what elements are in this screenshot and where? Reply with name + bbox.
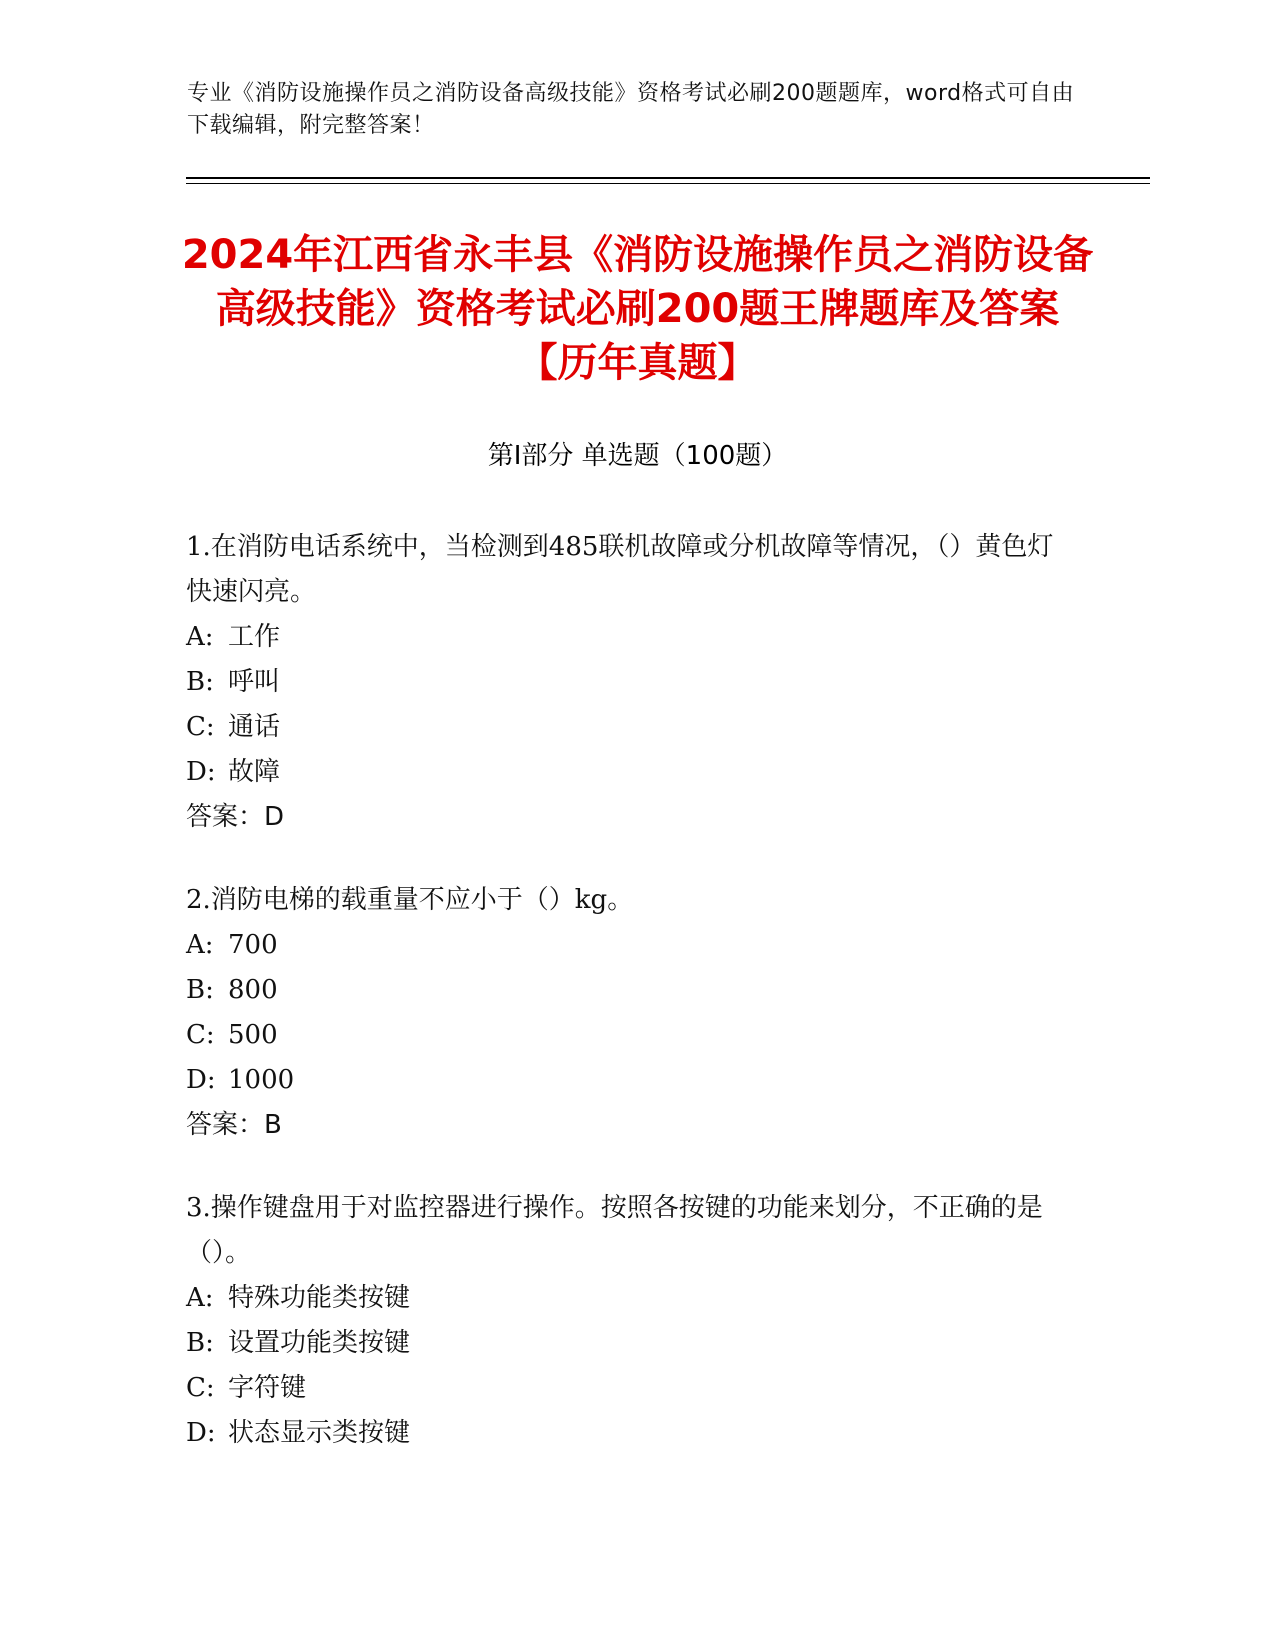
- option-b: [186, 660, 1066, 705]
- option-letter: A:: [186, 930, 214, 960]
- answer-line: 答案：B: [186, 1110, 282, 1140]
- option-text: 通话: [228, 712, 281, 742]
- option-c: [186, 1366, 1066, 1411]
- option-letter: C:: [186, 1373, 215, 1403]
- option-letter: D:: [186, 1065, 216, 1095]
- document-title: 2024年江西省永丰县《消防设施操作员之消防设备高级技能》资格考试必刷200题王牌题库及答案【历年真题】: [181, 232, 1094, 386]
- option-a: [186, 615, 1066, 660]
- option-d: [186, 1058, 1066, 1103]
- question-3: [186, 1186, 1066, 1456]
- option-b: [186, 968, 1066, 1013]
- option-c: [186, 1013, 1066, 1058]
- option-letter: B:: [186, 975, 214, 1005]
- answer-line: 答案：D: [186, 802, 285, 832]
- option-letter: B:: [186, 667, 214, 697]
- option-letter: C:: [186, 712, 215, 742]
- option-letter: A:: [186, 622, 214, 652]
- option-letter: D:: [186, 1418, 216, 1448]
- header-divider-thick: [186, 177, 1150, 179]
- option-text: 状态显示类按键: [228, 1418, 411, 1448]
- option-text: 700: [228, 930, 278, 960]
- option-text: 设置功能类按键: [228, 1328, 411, 1358]
- option-b: [186, 1321, 1066, 1366]
- option-d: [186, 750, 1066, 795]
- question-2: [186, 878, 1066, 1148]
- option-letter: B:: [186, 1328, 214, 1358]
- question-1: [186, 525, 1066, 840]
- option-text: 特殊功能类按键: [228, 1283, 411, 1313]
- option-text: 1000: [228, 1065, 295, 1095]
- option-text: 500: [228, 1020, 278, 1050]
- section-title: 第I部分 单选题（100题）: [487, 441, 788, 471]
- option-letter: D:: [186, 757, 216, 787]
- header-divider-thin: [186, 183, 1150, 184]
- option-letter: A:: [186, 1283, 214, 1313]
- option-text: 字符键: [228, 1373, 307, 1403]
- question-list: [186, 525, 1066, 1494]
- option-a: [186, 1276, 1066, 1321]
- option-letter: C:: [186, 1020, 215, 1050]
- option-c: [186, 705, 1066, 750]
- header-note: 专业《消防设施操作员之消防设备高级技能》资格考试必刷200题题库，word格式可自由下载编辑，附完整答案！: [187, 81, 1075, 138]
- option-text: 800: [228, 975, 278, 1005]
- question-stem: 3.操作键盘用于对监控器进行操作。按照各按键的功能来划分，不正确的是（）。: [186, 1193, 1043, 1268]
- option-text: 工作: [228, 622, 281, 652]
- question-stem: 2.消防电梯的载重量不应小于（）kg。: [186, 885, 634, 915]
- option-d: [186, 1411, 1066, 1456]
- option-text: 故障: [228, 757, 281, 787]
- question-stem: 1.在消防电话系统中，当检测到485联机故障或分机故障等情况，（）黄色灯快速闪亮。: [186, 532, 1054, 607]
- option-text: 呼叫: [228, 667, 281, 697]
- option-a: [186, 923, 1066, 968]
